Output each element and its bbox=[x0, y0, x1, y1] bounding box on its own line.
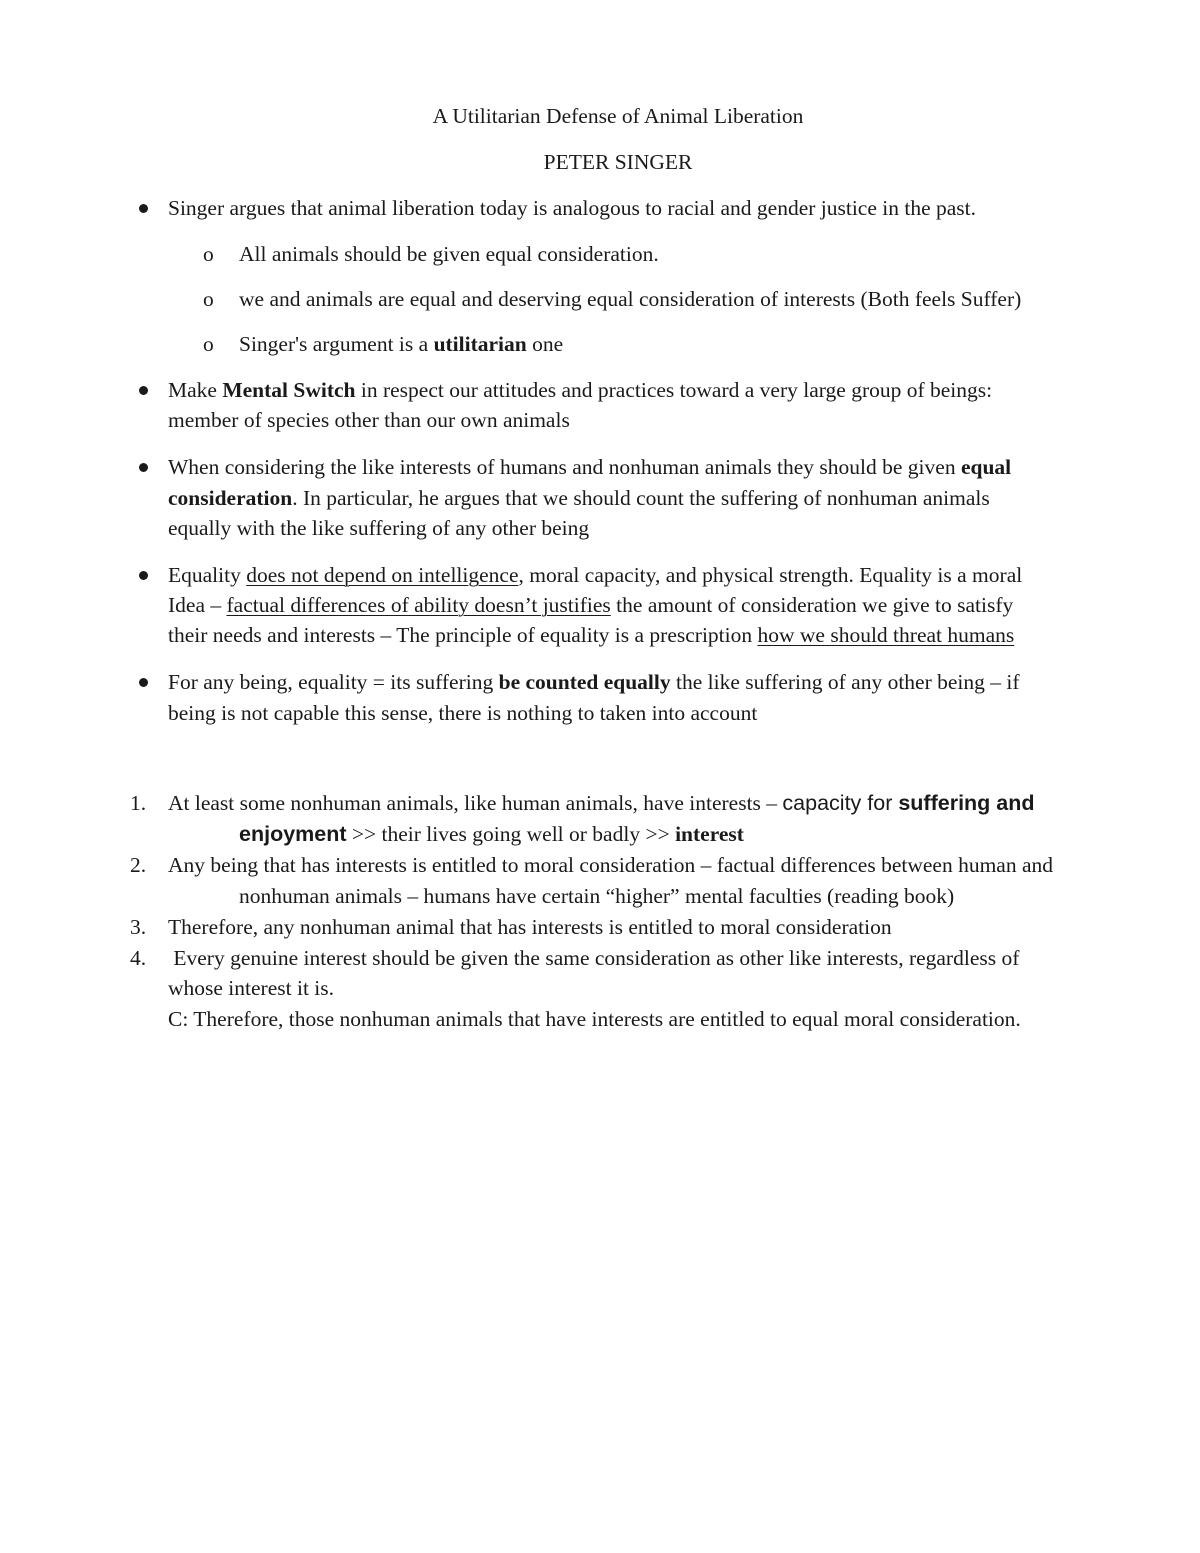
bullet-2-line-1: Make Mental Switch in respect our attitudes and practices toward a very large group of beings: bbox=[168, 378, 993, 402]
bullet-dot bbox=[139, 463, 148, 472]
bullet-4-line-2: Idea – factual differences of ability doesn’t justifies the amount of consideration we give to satisfy bbox=[168, 593, 1014, 617]
premise-1-line-2: enjoyment >> their lives going well or badly >> interest bbox=[239, 822, 744, 846]
bullet-dot bbox=[139, 386, 148, 395]
premise-2-line-1: Any being that has interests is entitled to moral consideration – factual differences between human and bbox=[168, 853, 1054, 877]
list-number-4: 4. bbox=[130, 946, 147, 970]
sub-bullet-marker: o bbox=[203, 332, 214, 356]
bullet-3-line-1: When considering the like interests of humans and nonhuman animals they should be given equal bbox=[168, 455, 1012, 479]
bullet-3-line-2: consideration. In particular, he argues that we should count the suffering of nonhuman animals bbox=[168, 486, 990, 510]
bullet-dot bbox=[139, 204, 148, 213]
sub-bullet-1-text: All animals should be given equal consideration. bbox=[239, 242, 659, 266]
list-number-1: 1. bbox=[130, 791, 147, 815]
premise-1-line-1: At least some nonhuman animals, like human animals, have interests – capacity for suffering and bbox=[168, 791, 1035, 815]
sub-bullet-2-text: we and animals are equal and deserving equal consideration of interests (Both feels Suffer) bbox=[239, 287, 1022, 311]
bullet-4-line-1: Equality does not depend on intelligence, moral capacity, and physical strength. Equality is a moral bbox=[168, 563, 1023, 587]
conclusion: C: Therefore, those nonhuman animals that have interests are entitled to equal moral consideration. bbox=[168, 1007, 1021, 1031]
list-number-2: 2. bbox=[130, 853, 147, 877]
premise-2-line-2: nonhuman animals – humans have certain “higher” mental faculties (reading book) bbox=[239, 884, 955, 908]
document-title: A Utilitarian Defense of Animal Liberation bbox=[432, 104, 804, 128]
bullet-4-line-3: their needs and interests – The principle of equality is a prescription how we should threat humans bbox=[168, 623, 1015, 647]
sub-bullet-marker: o bbox=[203, 287, 214, 311]
document-author: PETER SINGER bbox=[543, 150, 693, 174]
premise-3: Therefore, any nonhuman animal that has interests is entitled to moral consideration bbox=[168, 915, 892, 939]
bullet-5-line-2: being is not capable this sense, there is nothing to taken into account bbox=[168, 701, 758, 725]
bullet-1-text: Singer argues that animal liberation today is analogous to racial and gender justice in the past. bbox=[168, 196, 977, 220]
bullet-5-line-1: For any being, equality = its suffering be counted equally the like suffering of any other being – if bbox=[168, 670, 1020, 694]
sub-bullet-3-text: Singer's argument is a utilitarian one bbox=[239, 332, 564, 356]
bullet-dot bbox=[139, 571, 148, 580]
bullet-dot bbox=[139, 678, 148, 687]
list-number-3: 3. bbox=[130, 915, 147, 939]
premise-4-line-1: Every genuine interest should be given the same consideration as other like interests, regardless of bbox=[168, 946, 1020, 970]
sub-bullet-marker: o bbox=[203, 242, 214, 266]
premise-4-line-2: whose interest it is. bbox=[168, 976, 335, 1000]
bullet-3-line-3: equally with the like suffering of any other being bbox=[168, 516, 590, 540]
bullet-2-line-2: member of species other than our own animals bbox=[168, 408, 570, 432]
